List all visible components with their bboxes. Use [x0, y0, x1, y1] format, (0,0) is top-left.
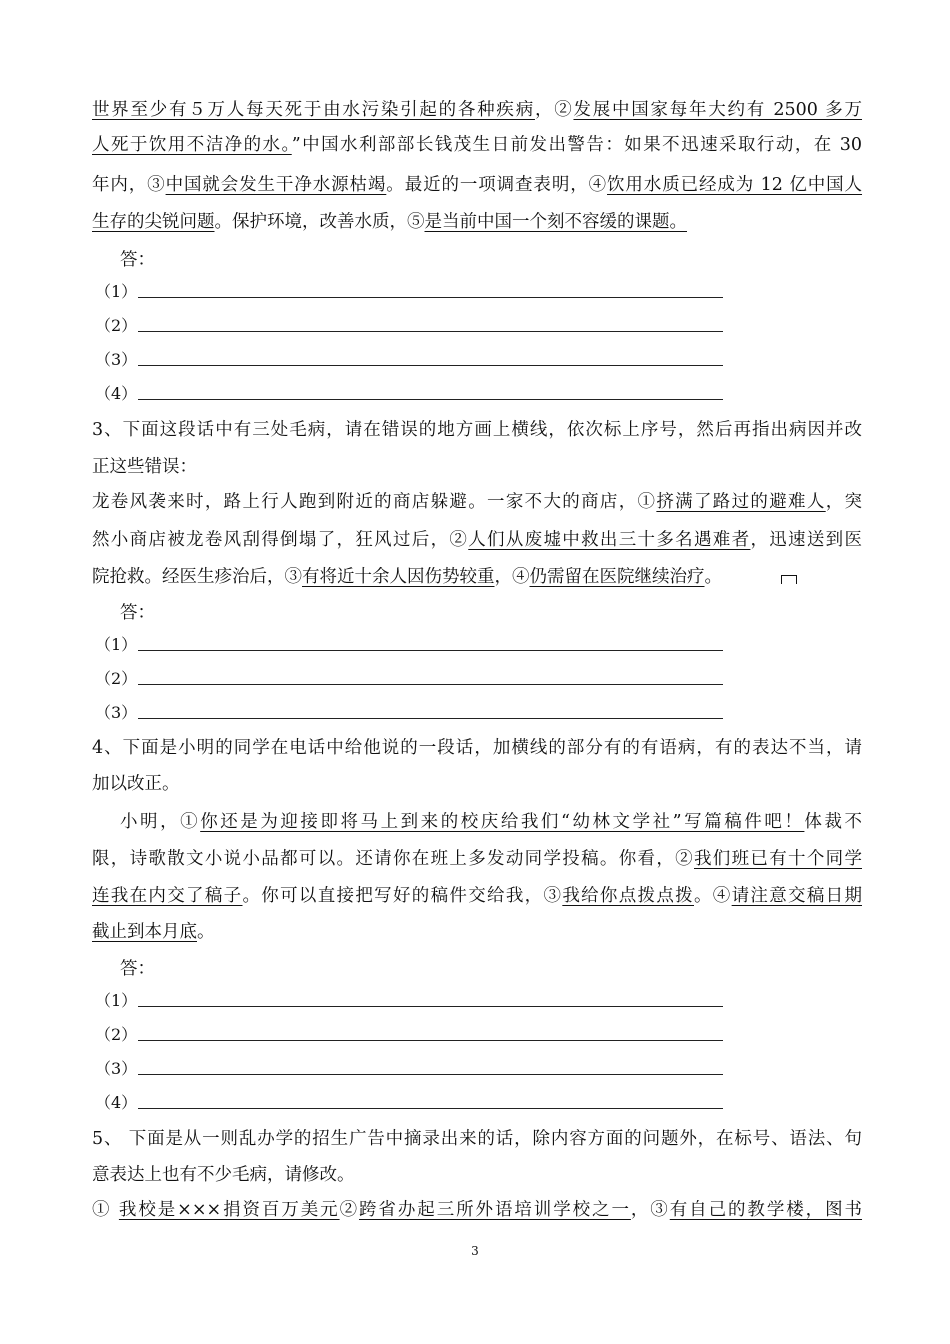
paragraph-line: [92, 528, 862, 552]
answer-row[interactable]: [95, 667, 735, 691]
paragraph-line: [92, 173, 862, 197]
answer-row[interactable]: [95, 1023, 735, 1047]
text-run: 。你可以直接把写好的稿件交给我，③: [242, 886, 563, 906]
answer-blank-line[interactable]: [138, 297, 723, 298]
answer-blank-line[interactable]: [138, 399, 723, 400]
answer-row[interactable]: [95, 989, 735, 1013]
text-run: ，④: [494, 567, 530, 587]
answer-row[interactable]: [95, 348, 735, 372]
text-run: ①: [92, 1200, 119, 1220]
text-run: ，迅速送到医: [750, 530, 862, 550]
text-run: ，②: [534, 100, 574, 120]
text-run: 年内，③: [92, 175, 166, 195]
underlined-phrase: 你还是为迎接即将马上到来的校庆给我们“幼林文学社”写篇稿件吧！: [200, 812, 805, 832]
text-run: 限，诗歌散文小说小品都可以。还请你在班上多发动同学投稿。你看，②: [92, 849, 694, 869]
paragraph-line: [92, 98, 862, 122]
answer-blank-line[interactable]: [138, 1074, 723, 1075]
paragraph-line: [120, 810, 862, 834]
underlined-phrase: 饮用水质已经成为 12 亿中国人: [607, 175, 863, 195]
paragraph-line: 加以改正。: [92, 774, 180, 794]
underlined-phrase: 中国就会发生干净水源枯竭: [165, 175, 387, 195]
text-run: 。④: [694, 886, 732, 906]
page-number: 3: [471, 1244, 479, 1258]
text-run: ”中国水利部部长钱茂生日前发出警告：如果不迅速采取行动，在 30: [291, 135, 863, 155]
question-5-heading: 5、 下面是从一则乱办学的招生广告中摘录出来的话，除内容方面的问题外，在标号、语法、句: [92, 1129, 862, 1149]
answer-blank-line[interactable]: [138, 1040, 723, 1041]
answer-number: （3）: [95, 350, 138, 369]
answer-row[interactable]: [95, 701, 735, 725]
answer-blank-line[interactable]: [138, 331, 723, 332]
answer-number: （4）: [95, 384, 138, 403]
question-4-heading: 4、下面是小明的同学在电话中给他说的一段话，加横线的部分有的有语病，有的表达不当，请: [92, 738, 862, 758]
answer-label: 答：: [120, 250, 155, 270]
text-run: 。: [197, 922, 215, 942]
answer-number: （3）: [95, 1059, 138, 1078]
answer-number: （1）: [95, 635, 138, 654]
answer-row[interactable]: [95, 280, 735, 304]
answer-number: （2）: [95, 669, 138, 688]
paragraph-line: [92, 210, 862, 234]
underlined-phrase: 跨省办起三所外语培训学校之一: [359, 1200, 631, 1220]
underlined-phrase: 是当前中国一个刻不容缓的课题。: [424, 212, 687, 232]
answer-number: （4）: [95, 1093, 138, 1112]
answer-blank-line[interactable]: [138, 1108, 723, 1109]
answer-number: （3）: [95, 703, 138, 722]
paragraph-line: [92, 884, 862, 908]
underlined-phrase: 连我在内交了稿子: [92, 886, 243, 906]
answer-blank-line[interactable]: [138, 650, 723, 651]
answer-blank-line[interactable]: [138, 718, 723, 719]
underlined-phrase: 有自己的教学楼，图书: [669, 1200, 863, 1220]
text-run: 院抢救。经医生疹治后，③: [92, 567, 302, 587]
answer-blank-line[interactable]: [138, 684, 723, 685]
answer-number: （1）: [95, 282, 138, 301]
underlined-phrase: 发展中国家每年大约有 2500 多万: [573, 100, 863, 120]
answer-number: （2）: [95, 1025, 138, 1044]
question-3-heading: 3、下面这段话中有三处毛病，请在错误的地方画上横线，依次标上序号，然后再指出病因并改: [92, 420, 862, 440]
text-run: 小明，①: [120, 812, 201, 832]
text-run: 然小商店被龙卷风刮得倒塌了，狂风过后，②: [92, 530, 469, 550]
bracket-mark: [781, 575, 797, 584]
underlined-phrase: 挤满了路过的避难人: [656, 492, 826, 512]
paragraph-line: [92, 847, 862, 871]
answer-row[interactable]: [95, 382, 735, 406]
text-run: ，突: [825, 492, 862, 512]
underlined-phrase: 请注意交稿日期: [731, 886, 862, 906]
text-run: 。保护环境，改善水质，⑤: [214, 212, 425, 232]
answer-number: （2）: [95, 316, 138, 335]
paragraph-line: [92, 490, 862, 514]
answer-label: 答：: [120, 603, 155, 623]
underlined-phrase: 有将近十余人因伤势较重: [302, 567, 495, 587]
text-run: ②: [339, 1200, 360, 1220]
underlined-phrase: 仍需留在医院继续治疗: [529, 567, 705, 587]
answer-row[interactable]: [95, 1057, 735, 1081]
paragraph-line: [92, 133, 862, 157]
underlined-phrase: 人死于饮用不洁净的水。: [92, 135, 292, 155]
paragraph-line: 正这些错误：: [92, 457, 197, 477]
text-run: 龙卷风袭来时，路上行人跑到附近的商店躲避。一家不大的商店，①: [92, 492, 657, 512]
text-run: 。: [704, 567, 722, 587]
answer-row[interactable]: [95, 1091, 735, 1115]
underlined-phrase: 我校是×××捐资百万美元: [118, 1200, 340, 1220]
underlined-phrase: 我给你点拨点拨: [562, 886, 694, 906]
answer-row[interactable]: [95, 633, 735, 657]
underlined-phrase: 人们从废墟中救出三十多名遇难者: [468, 530, 751, 550]
underlined-phrase: 截止到本月底: [92, 922, 197, 942]
answer-blank-line[interactable]: [138, 1006, 723, 1007]
answer-number: （1）: [95, 991, 138, 1010]
paragraph-line: [92, 920, 862, 944]
underlined-phrase: 世界至少有５万人每天死于由水污染引起的各种疾病: [92, 100, 535, 120]
paragraph-line: [92, 1198, 862, 1222]
text-run: 。最近的一项调查表明，④: [386, 175, 608, 195]
text-run: ，③: [630, 1200, 670, 1220]
text-run: 体裁不: [804, 812, 863, 832]
paragraph-line: [92, 565, 862, 589]
paragraph-line: 意表达上也有不少毛病，请修改。: [92, 1165, 355, 1185]
answer-label: 答：: [120, 959, 155, 979]
answer-row[interactable]: [95, 314, 735, 338]
underlined-phrase: 生存的尖锐问题: [92, 212, 215, 232]
underlined-phrase: 我们班已有十个同学: [694, 849, 862, 869]
answer-blank-line[interactable]: [138, 365, 723, 366]
